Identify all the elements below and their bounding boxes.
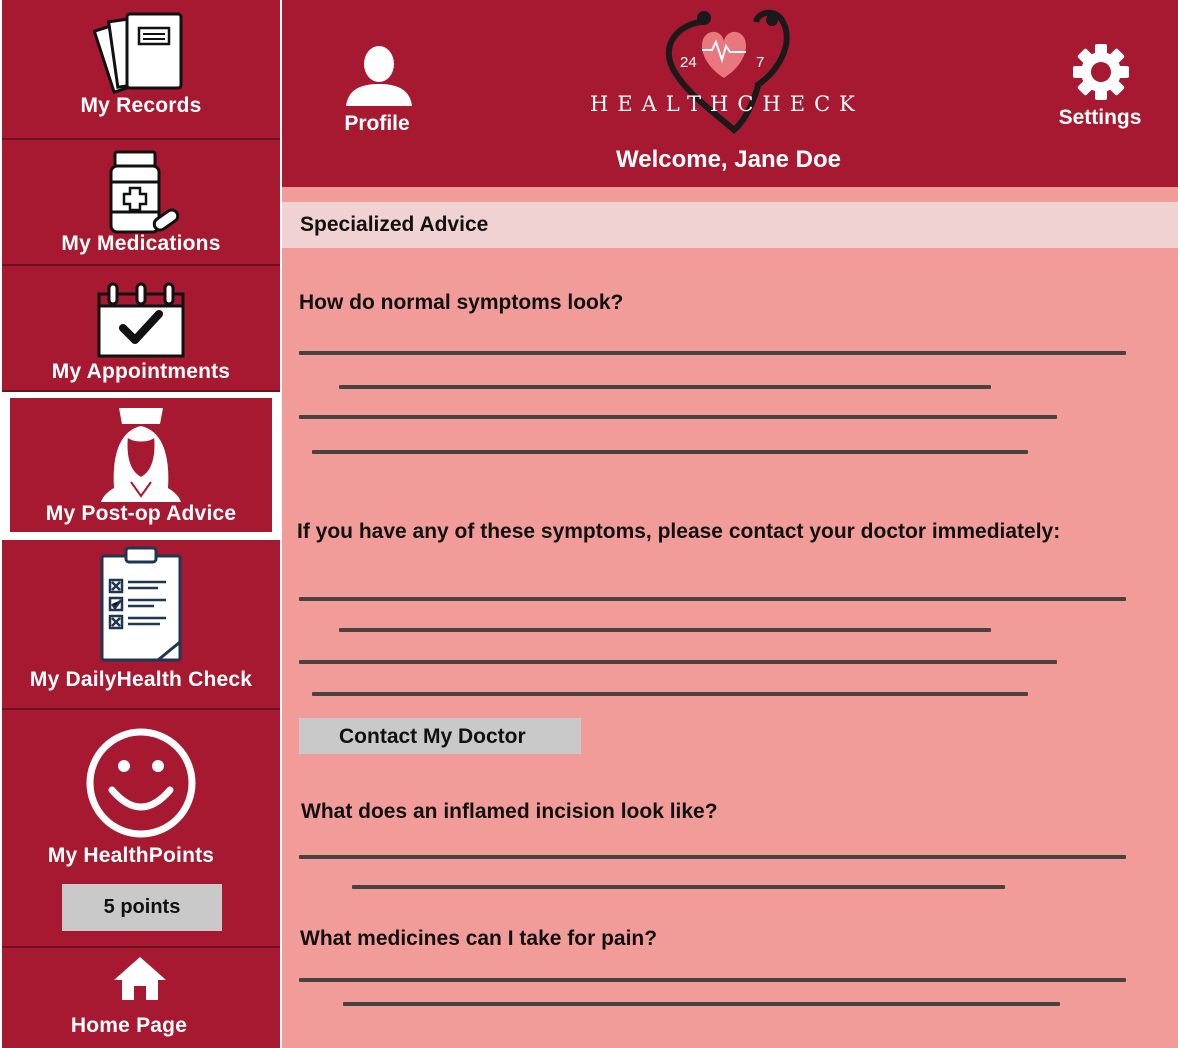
sidebar-item-daily-health-check[interactable]	[2, 540, 280, 708]
contact-doctor-button[interactable]: Contact My Doctor	[299, 718, 581, 754]
answer-placeholder-line	[339, 628, 991, 632]
clipboard-checklist-icon	[94, 546, 188, 664]
sidebar-divider	[2, 390, 280, 392]
answer-placeholder-line	[339, 385, 991, 389]
medication-bottle-icon	[101, 148, 181, 240]
question-warning-symptoms: If you have any of these symptoms, please contact your doctor immediately:	[297, 520, 1061, 543]
healthcheck-logo	[582, 4, 882, 139]
sidebar	[0, 0, 282, 1048]
stethoscope-heart-icon	[646, 4, 806, 136]
sidebar-item-medications[interactable]	[2, 140, 280, 264]
question-normal-symptoms: How do normal symptoms look?	[299, 291, 624, 314]
answer-placeholder-line	[352, 885, 1005, 889]
gear-icon	[1071, 42, 1131, 102]
sidebar-item-label: My HealthPoints	[47, 844, 215, 867]
answer-placeholder-line	[299, 351, 1126, 355]
question-inflamed-incision: What does an inflamed incision look like?	[301, 800, 718, 823]
calendar-check-icon	[95, 282, 187, 360]
section-title: Specialized Advice	[282, 202, 1178, 248]
smiley-icon	[84, 726, 198, 840]
answer-placeholder-line	[299, 978, 1126, 982]
sidebar-item-label: My Appointments	[51, 360, 231, 383]
sidebar-item-label: My Medications	[61, 232, 221, 255]
sidebar-item-label: My Records	[80, 94, 202, 117]
home-icon	[111, 954, 169, 1002]
sidebar-item-label: My DailyHealth Check	[29, 668, 253, 691]
answer-placeholder-line	[299, 415, 1057, 419]
health-points-badge: 5 points	[62, 884, 222, 931]
answer-placeholder-line	[312, 692, 1028, 696]
sidebar-item-records[interactable]	[2, 0, 280, 138]
answer-placeholder-line	[299, 660, 1057, 664]
profile-label: Profile	[344, 112, 410, 135]
answer-placeholder-line	[299, 597, 1126, 601]
settings-button[interactable]	[1050, 36, 1150, 136]
answer-placeholder-line	[343, 1002, 1060, 1006]
sidebar-item-appointments[interactable]	[2, 266, 280, 390]
sidebar-item-home[interactable]	[2, 948, 280, 1048]
welcome-message: Welcome, Jane Doe	[616, 146, 841, 173]
settings-label: Settings	[1058, 106, 1142, 129]
answer-placeholder-line	[299, 855, 1126, 859]
app-header	[282, 0, 1178, 187]
sidebar-item-post-op-advice[interactable]	[10, 398, 272, 532]
brand-right-number: 7	[756, 54, 765, 71]
sidebar-item-label: My Post-op Advice	[45, 502, 237, 525]
profile-button[interactable]	[336, 32, 418, 142]
profile-icon	[344, 44, 414, 108]
advice-content	[282, 187, 1178, 1048]
sidebar-item-label: Home Page	[70, 1014, 188, 1037]
brand-left-number: 24	[680, 54, 697, 71]
answer-placeholder-line	[312, 450, 1028, 454]
question-pain-medicines: What medicines can I take for pain?	[300, 927, 658, 950]
brand-name: HEALTHCHECK	[590, 92, 864, 116]
nurse-icon	[91, 406, 191, 502]
records-icon	[93, 8, 189, 94]
